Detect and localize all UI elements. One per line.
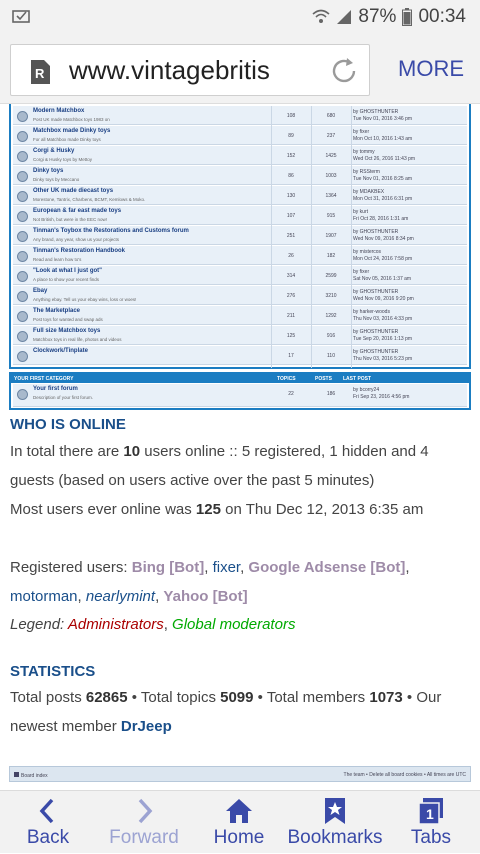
board-index-link[interactable]: Board index: [14, 772, 48, 779]
forum-last-post[interactable]: by GHOSTHUNTER Tue Nov 01, 2016 3:46 pm: [353, 109, 413, 122]
forum-list: [9, 104, 471, 369]
forum-desc: Corgi & Husky toys by Mettoy: [33, 157, 93, 162]
col-topics: TOPICS: [277, 376, 296, 382]
bookmark-icon: [320, 797, 350, 825]
status-bar: [0, 0, 480, 34]
legend-admin-link[interactable]: Administrators: [67, 616, 164, 633]
column-divider: [311, 226, 312, 248]
forum-last-post[interactable]: by bcorry24 Fri Sep 23, 2016 4:56 pm: [353, 387, 410, 400]
forum-name[interactable]: Other UK made diecast toys: [33, 188, 114, 194]
forum-name[interactable]: Dinky toys: [33, 168, 64, 174]
column-divider: [311, 246, 312, 268]
forum-row[interactable]: [13, 186, 467, 205]
tabs-button[interactable]: 1 Tabs: [400, 791, 462, 854]
column-divider: [311, 186, 312, 208]
forum-desc: Morestone, Tantrix, Charbens, BCMT, Kemlows & Moko.: [33, 197, 146, 202]
column-divider: [271, 166, 272, 188]
column-divider: [351, 246, 352, 268]
forum-read-icon: [17, 191, 28, 202]
stats-line1: Total posts 62865 • Total topics 5099 • Total members 1073 • Our: [10, 689, 442, 706]
col-posts: POSTS: [315, 376, 332, 382]
forum-read-icon: [17, 351, 28, 362]
forum-name[interactable]: Tinman's Toybox the Restorations and Customs forum: [33, 228, 189, 234]
column-divider: [311, 166, 312, 188]
forum-topics: 125: [286, 333, 296, 339]
forum-read-icon: [17, 389, 28, 400]
column-divider: [311, 346, 312, 368]
column-divider: [271, 306, 272, 328]
column-divider: [271, 346, 272, 368]
forum-read-icon: [17, 131, 28, 142]
forum-row-first[interactable]: [13, 384, 467, 407]
tabs-icon: [416, 797, 446, 825]
forum-posts: 182: [326, 253, 336, 259]
forum-read-icon: [17, 251, 28, 262]
forum-desc: Description of your first forum.: [33, 395, 94, 400]
forward-arrow-icon: [129, 797, 159, 825]
home-icon: [224, 797, 254, 825]
column-divider: [351, 266, 352, 288]
forum-last-post[interactable]: by mistercos Mon Oct 24, 2016 7:58 pm: [353, 249, 413, 262]
forum-posts: 1292: [325, 313, 337, 319]
user-link[interactable]: Bing [Bot]: [131, 559, 205, 576]
forum-last-post[interactable]: by tommy Wed Oct 26, 2016 11:43 pm: [353, 149, 416, 162]
forum-last-post[interactable]: by fixer Mon Oct 10, 2016 1:43 am: [353, 129, 413, 142]
forum-row[interactable]: [13, 206, 467, 225]
forum-last-post[interactable]: by harker-woods Thu Nov 03, 2016 4:33 pm: [353, 309, 413, 322]
forum-last-post[interactable]: by GHOSTHUNTER Thu Nov 03, 2016 5:23 pm: [353, 349, 413, 362]
column-divider: [351, 306, 352, 328]
forum-desc: Read and learn how to's: [33, 257, 82, 262]
forum-row[interactable]: [13, 106, 467, 125]
forum-posts: 2599: [325, 273, 337, 279]
online-line2: guests (based on users active over the past 5 minutes): [10, 472, 375, 489]
col-last-post: LAST POST: [343, 376, 372, 382]
forward-button[interactable]: Forward: [100, 791, 188, 854]
page-content: [0, 104, 480, 790]
online-line1: In total there are 10 users online :: 5 registered, 1 hidden and 4: [10, 443, 429, 460]
forum-row[interactable]: [13, 326, 467, 345]
column-divider: [311, 206, 312, 228]
column-divider: [311, 326, 312, 348]
forum-posts: 915: [326, 213, 336, 219]
forum-row[interactable]: [13, 346, 467, 365]
forum-desc: A place to show your recent finds: [33, 277, 100, 282]
forum-topics: 276: [286, 293, 296, 299]
column-divider: [271, 146, 272, 168]
user-link[interactable]: nearlymint: [85, 588, 156, 605]
forum-topics: 86: [288, 173, 294, 179]
home-small-icon: [14, 772, 19, 777]
more-button[interactable]: MORE: [398, 56, 464, 81]
forum-name[interactable]: Full size Matchbox toys: [33, 328, 101, 334]
forum-read-icon: [17, 151, 28, 162]
home-button[interactable]: Home: [204, 791, 274, 854]
forum-row[interactable]: [13, 166, 467, 185]
forum-last-post[interactable]: by kurt Fri Oct 28, 2016 1:31 am: [353, 209, 409, 222]
forum-name[interactable]: Ebay: [33, 288, 48, 294]
column-divider: [271, 106, 272, 128]
forum-posts: 110: [327, 353, 335, 359]
forum-posts: 1003: [325, 173, 337, 179]
forum-last-post[interactable]: by RSSterm Tue Nov 01, 2016 8:25 am: [353, 169, 413, 182]
back-arrow-icon: [33, 797, 63, 825]
forum-row[interactable]: [13, 266, 467, 285]
column-divider: [271, 266, 272, 288]
svg-text:R: R: [35, 66, 45, 81]
forum-topics: 130: [286, 193, 296, 199]
forum-desc: Anything ebay. Tell us your ebay wins, loss or woes!: [33, 297, 137, 302]
forum-topics: 152: [286, 153, 296, 159]
forum-desc: Post toys for wanted and swap ads: [33, 317, 103, 322]
column-divider: [311, 106, 312, 128]
battery-icon: [402, 8, 412, 26]
status-indicators: [312, 6, 466, 28]
forum-topics: 107: [286, 213, 296, 219]
forum-read-icon: [17, 271, 28, 282]
forum-desc: Post UK made Matchbox toys 1983 on: [33, 117, 110, 122]
forum-topics: 314: [286, 273, 296, 279]
forum-topics: 251: [286, 233, 296, 239]
category-block: [9, 372, 471, 410]
column-divider: [271, 286, 272, 308]
forum-desc: Dinky toys by Meccano: [33, 177, 80, 182]
forum-read-icon: [17, 171, 28, 182]
forum-name[interactable]: Corgi & Husky: [33, 148, 75, 154]
notification-icon: [12, 7, 30, 23]
user-link[interactable]: Yahoo [Bot]: [163, 588, 248, 605]
forum-row[interactable]: [13, 286, 467, 305]
forum-topics: 89: [288, 133, 294, 139]
column-divider: [311, 146, 312, 168]
forum-last-post[interactable]: by fixer Sat Nov 05, 2016 1:37 am: [353, 269, 412, 282]
forum-row[interactable]: [13, 226, 467, 245]
column-divider: [351, 166, 352, 188]
forum-last-post[interactable]: by GHOSTHUNTER Tue Sep 20, 2016 1:13 pm: [353, 329, 413, 342]
column-divider: [271, 226, 272, 248]
forum-posts: 186: [326, 391, 336, 397]
registered-users-line1: Registered users: Bing [Bot], fixer, Google Adsense [Bot],: [10, 559, 410, 576]
forum-posts: 237: [326, 133, 336, 139]
forum-name[interactable]: "Look at what I just got": [33, 268, 103, 274]
forum-posts: 1364: [325, 193, 337, 199]
forum-last-post[interactable]: by MDAKBEX Mon Oct 31, 2016 6:31 pm: [353, 189, 413, 202]
signal-icon: [336, 9, 352, 25]
legend-gmod-link[interactable]: Global moderators: [172, 616, 296, 633]
forum-name[interactable]: Clockwork/Tinplate: [33, 348, 88, 354]
forum-posts: 680: [326, 113, 336, 119]
forum-posts: 916: [326, 333, 336, 339]
board-footer: [9, 766, 471, 782]
forum-read-icon: [17, 291, 28, 302]
column-divider: [311, 266, 312, 288]
statistics-heading: STATISTICS: [10, 663, 96, 680]
column-divider: [271, 186, 272, 208]
forum-name[interactable]: The Marketplace: [33, 308, 81, 314]
forum-name[interactable]: Your first forum: [33, 386, 78, 392]
forum-posts: 1425: [325, 153, 337, 159]
bottom-navigation: [0, 790, 480, 853]
url-bar[interactable]: [10, 44, 370, 96]
user-link[interactable]: motorman: [10, 588, 78, 605]
column-divider: [271, 326, 272, 348]
forum-read-icon: [17, 111, 28, 122]
column-divider: [351, 326, 352, 348]
forum-posts: 3210: [325, 293, 337, 299]
who-is-online-heading: WHO IS ONLINE: [10, 416, 126, 433]
forum-name[interactable]: European & far east made toys: [33, 208, 122, 214]
forum-name[interactable]: Matchbox made Dinky toys: [33, 128, 111, 134]
forum-desc: Not British, but were in the EEC now!: [33, 217, 108, 222]
registered-users-line2: motorman, nearlymint, Yahoo [Bot]: [10, 588, 248, 605]
forum-read-icon: [17, 211, 28, 222]
forum-name[interactable]: Modern Matchbox: [33, 108, 85, 114]
most-online: Most users ever online was 125 on Thu Dec 12, 2013 6:35 am: [10, 501, 424, 518]
forum-desc: Matchbox toys in real life, photos and videos: [33, 337, 122, 342]
browser-toolbar: [0, 34, 480, 104]
forum-row[interactable]: [13, 246, 467, 265]
forum-row[interactable]: [13, 146, 467, 165]
column-divider: [351, 106, 352, 128]
wifi-icon: [312, 9, 330, 25]
back-button[interactable]: Back: [8, 791, 88, 854]
column-divider: [271, 246, 272, 268]
column-divider: [311, 126, 312, 148]
column-divider: [271, 126, 272, 148]
reload-icon[interactable]: [329, 56, 359, 86]
forum-topics: 108: [286, 113, 296, 119]
forum-read-icon: [17, 331, 28, 342]
clock: 00:34: [418, 6, 466, 27]
column-divider: [351, 286, 352, 308]
column-divider: [351, 226, 352, 248]
forum-read-icon: [17, 311, 28, 322]
footer-links[interactable]: The team • Delete all board cookies • All times are UTC: [343, 772, 466, 778]
forum-topics: 26: [288, 253, 294, 259]
user-link[interactable]: fixer: [212, 559, 241, 576]
column-divider: [311, 286, 312, 308]
forum-row[interactable]: [13, 306, 467, 325]
column-divider: [351, 206, 352, 228]
stats-line2: newest member DrJeep: [10, 718, 172, 735]
forum-desc: Any brand, any year, show us your projects: [33, 237, 120, 242]
forum-topics: 17: [288, 353, 294, 359]
category-title[interactable]: YOUR FIRST CATEGORY: [14, 376, 74, 382]
reader-mode-icon[interactable]: [29, 59, 51, 85]
column-divider: [351, 346, 352, 368]
forum-read-icon: [17, 231, 28, 242]
bookmarks-button[interactable]: Bookmarks: [284, 791, 386, 854]
category-header: [11, 374, 469, 383]
tab-count: 1: [426, 806, 434, 822]
column-divider: [311, 306, 312, 328]
column-divider: [351, 146, 352, 168]
forum-row[interactable]: [13, 126, 467, 145]
battery-percent: 87%: [358, 6, 397, 27]
forum-last-post[interactable]: by GHOSTHUNTER Wed Nov 09, 2016 8:34 pm: [353, 229, 414, 242]
legend: Legend: Administrators, Global moderators: [10, 616, 296, 633]
forum-topics: 211: [287, 313, 295, 319]
forum-posts: 1907: [325, 233, 337, 239]
column-divider: [351, 186, 352, 208]
forum-topics: 22: [288, 391, 294, 397]
user-link[interactable]: Google Adsense [Bot]: [248, 559, 406, 576]
forum-desc: For all Matchbox made Dinky toys: [33, 137, 101, 142]
forum-last-post[interactable]: by GHOSTHUNTER Wed Nov 09, 2016 9:20 pm: [353, 289, 414, 302]
url-text[interactable]: www.vintagebritis: [69, 55, 270, 85]
newest-member-link[interactable]: DrJeep: [120, 718, 172, 735]
column-divider: [271, 206, 272, 228]
column-divider: [351, 126, 352, 148]
forum-name[interactable]: Tinman's Restoration Handbook: [33, 248, 125, 254]
